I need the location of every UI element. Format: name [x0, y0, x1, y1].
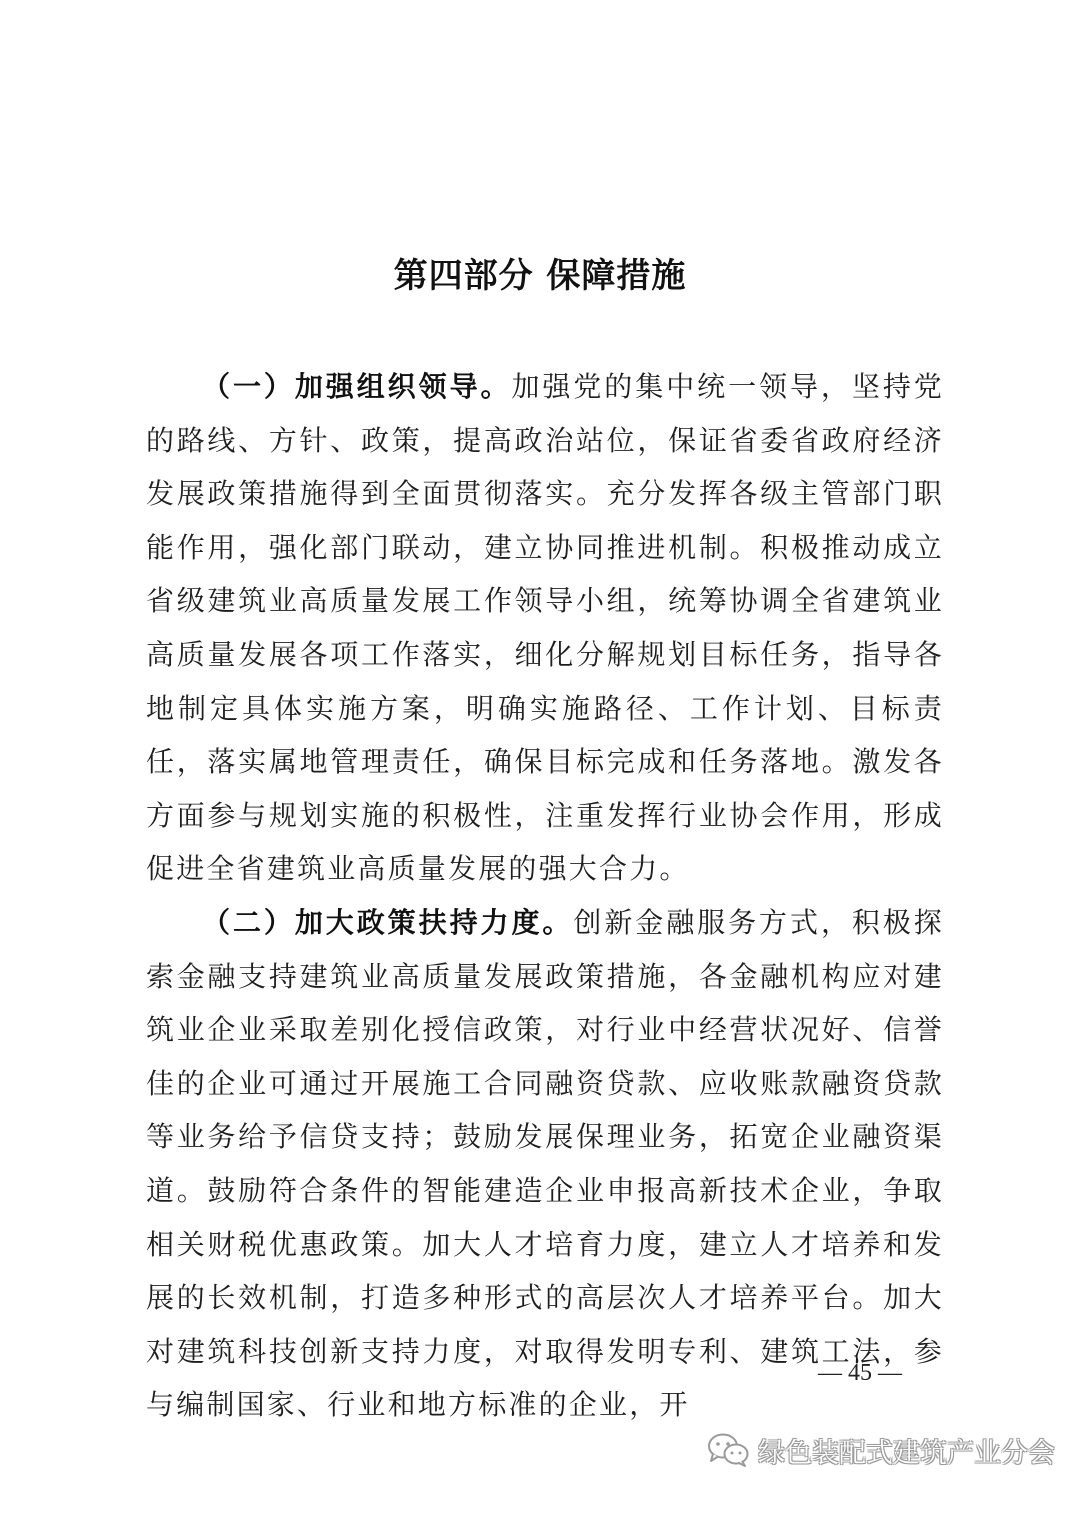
paragraph-body: 创新金融服务方式，积极探索金融支持建筑业高质量发展政策措施，各金融机构应对建筑业企业采取差别化授信政策，对行业中经营状况好、信誉佳的企业可通过开展施工合同融资贷款、应收账款融资贷款等业务给予信贷支持；鼓励发展保理业务，拓宽企业融资渠道。鼓励符合条件的智能建造企业申报高新技术企业，争取相关财税优惠政策。加大人才培育力度，建立人才培养和发展的长效机制，打造多种形式的高层次人才培养平台。加大对建筑科技创新支持力度，对取得发明专利、建筑工法，参与编制国家、行业和地方标准的企业，开	[146, 905, 944, 1422]
section-heading: 第四部分 保障措施	[393, 256, 687, 296]
wechat-watermark	[706, 1430, 1055, 1470]
paragraph-organization-leadership	[146, 360, 944, 896]
watermark-text: 绿色装配式建筑产业分会	[758, 1437, 1055, 1469]
paragraph-lead: （一）加强组织领导。	[202, 370, 512, 403]
paragraph-body: 加强党的集中统一领导，坚持党的路线、方针、政策，提高政治站位，保证省委省政府经济发展政策措施得到全面贯彻落实。充分发挥各级主管部门职能作用，强化部门联动，建立协同推进机制。积极推动成立省级建筑业高质量发展工作领导小组，统筹协调全省建筑业高质量发展各项工作落实，细化分解规划目标任务，指导各地制定具体实施方案，明确实施路径、工作计划、目标责任，落实属地管理责任，确保目标完成和任务落地。激发各方面参与规划实施的积极性，注重发挥行业协会作用，形成促进全省建筑业高质量发展的强大合力。	[146, 370, 944, 886]
paragraph-lead: （二）加大政策扶持力度。	[202, 905, 574, 939]
paragraph-policy-support	[146, 896, 944, 1432]
body-text	[146, 360, 944, 1432]
wechat-icon	[706, 1432, 750, 1468]
page-number: — 45 —	[818, 1360, 902, 1386]
